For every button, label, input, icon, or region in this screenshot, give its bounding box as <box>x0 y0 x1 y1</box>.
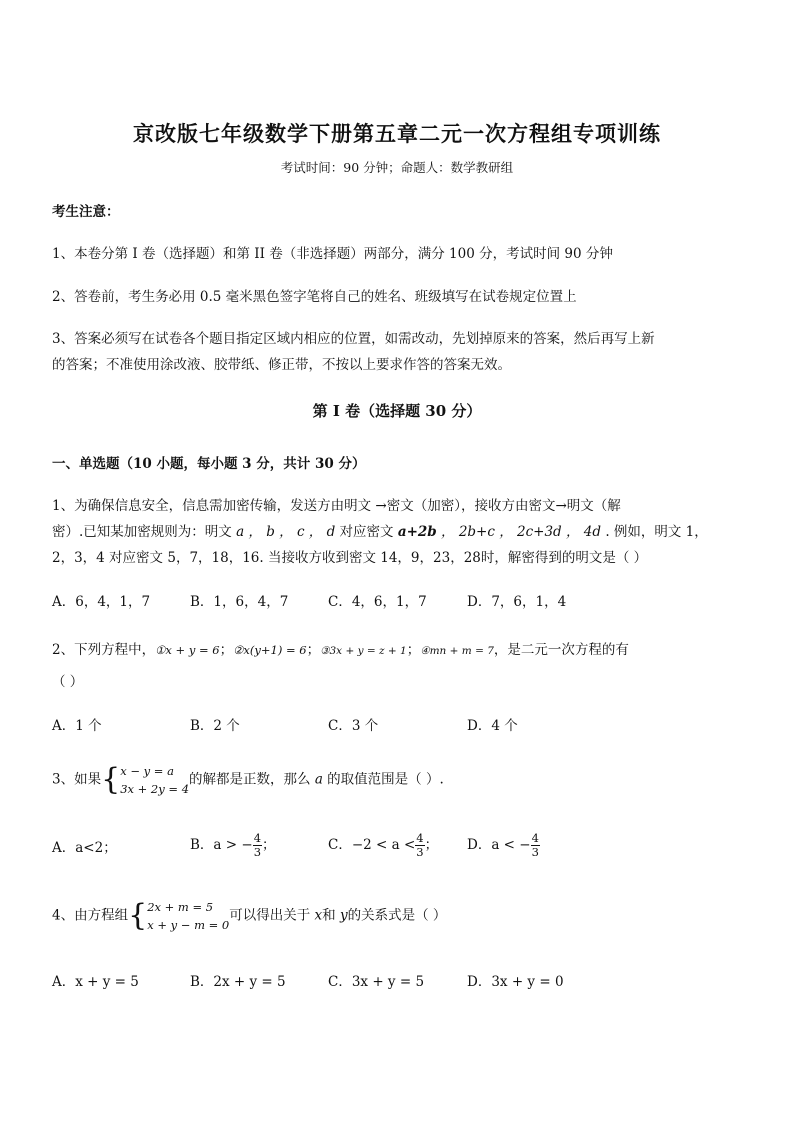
q4-mid: 和 <box>322 907 336 924</box>
q3-option-c <box>328 832 438 859</box>
q3-prefix: 3、如果 <box>52 771 102 788</box>
q3-option-c-pre: C．−2 < a < <box>328 837 416 853</box>
q1-vars: a ， b ， c ， d <box>236 524 336 540</box>
q3-option-c-frac <box>415 832 424 859</box>
q3-option-c-den: 3 <box>416 845 424 859</box>
q3-sys-eq-2: 3x + 2y = 4 <box>120 782 190 796</box>
q4-system <box>147 898 229 934</box>
q2-option-c: C．3 个 <box>328 718 379 734</box>
q4-var-x: x <box>314 907 323 924</box>
q4-option-d: D．3x + y = 0 <box>467 974 564 990</box>
q1-text-c: . 例如，明文 1， <box>605 524 708 540</box>
q3-system <box>120 762 189 798</box>
q3-option-c-num: 4 <box>416 831 424 845</box>
q4-suffix-b: 的关系式是（ ） <box>347 907 447 924</box>
q3-option-a: A．a<2； <box>52 840 117 856</box>
document-subtitle: 考试时间：90 分钟；命题人：数学教研组 <box>280 160 514 175</box>
q3-option-d-pre: D．a < − <box>467 837 531 853</box>
q3-option-b-pre: B．a > − <box>190 837 253 853</box>
q3-suffix-b: 的取值范围是（ ）. <box>327 771 444 788</box>
q4-option-b: B．2x + y = 5 <box>190 974 286 990</box>
q3-option-d-den: 3 <box>531 845 539 859</box>
q1-option-a: A．6，4，1，7 <box>52 594 151 610</box>
notice-item-3: 3、答案必须写在试卷各个题目指定区域内相应的位置，如需改动，先划掉原来的答案，然后再写上新 <box>52 331 655 347</box>
q3-option-b-post: ； <box>262 837 276 853</box>
q4-option-a: A．x + y = 5 <box>52 974 139 990</box>
q3-option-d <box>467 832 540 859</box>
notice-item-3-cont: 的答案；不准使用涂改液、胶带纸、修正带，不按以上要求作答的答案无效。 <box>52 357 511 373</box>
q4-line <box>52 898 446 934</box>
q3-var: a <box>314 771 323 788</box>
notice-heading: 考生注意： <box>52 204 120 220</box>
notice-item-1: 1、本卷分第 I 卷（选择题）和第 II 卷（非选择题）两部分，满分 100 分，考试时间 90 分钟 <box>52 246 613 262</box>
q3-suffix-a: 的解都是正数，那么 <box>189 771 311 788</box>
q1-option-b: B．1，6，4，7 <box>190 594 289 610</box>
q4-sys-eq-1: 2x + m = 5 <box>147 900 214 914</box>
q3-option-b-den: 3 <box>253 845 262 859</box>
q2-option-b: B．2 个 <box>190 718 240 734</box>
section-title: 第 I 卷（选择题 30 分） <box>312 402 482 420</box>
q2-option-a: A．1 个 <box>52 718 102 734</box>
q1-cipher-1: a+2b <box>397 524 437 540</box>
q1-line-1: 1、为确保信息安全，信息需加密传输，发送方由明文 →密文（加密），接收方由密文→明文（解 <box>52 498 621 514</box>
q3-sys-eq-1: x − y = a <box>120 764 174 778</box>
q4-option-c: C．3x + y = 5 <box>328 974 425 990</box>
q1-cipher-rest: ， 2b+c ， 2c+3d ， 4d <box>441 524 602 540</box>
q2-option-d: D．4 个 <box>467 718 518 734</box>
q1-text-a: 密）.已知某加密规则为：明文 <box>52 524 232 540</box>
q3-brace: { <box>101 762 121 797</box>
part-heading: 一、单选题（10 小题，每小题 3 分，共计 30 分） <box>52 456 366 472</box>
q3-option-d-frac <box>531 832 540 859</box>
q1-option-d: D．7，6，1，4 <box>467 594 567 610</box>
q2-line-1: 2、下列方程中，①x + y = 6；②x(y+1) = 6；③3x + y = z + 1；④mn + m = 7，是二元一次方程的有 <box>52 642 629 658</box>
q1-option-c: C．4，6，1，7 <box>328 594 427 610</box>
q4-prefix: 4、由方程组 <box>52 907 129 924</box>
q4-suffix-a: 可以得出关于 <box>229 907 311 924</box>
q2-eq-4: ④mn + m = 7 <box>420 645 494 657</box>
q2-eq-2: ②x(y+1) = 6 <box>233 643 307 657</box>
q3-option-c-post: ； <box>424 837 439 853</box>
q2-suffix: ，是二元一次方程的有 <box>493 642 629 658</box>
q2-eq-3: ③3x + y = z + 1 <box>320 645 407 657</box>
q1-line-2 <box>52 520 708 540</box>
q3-option-d-num: 4 <box>531 831 539 845</box>
q4-var-y: y <box>339 907 348 924</box>
q1-text-b: 对应密文 <box>339 524 394 540</box>
document-title: 京改版七年级数学下册第五章二元一次方程组专项训练 <box>133 121 661 146</box>
q3-line <box>52 762 444 798</box>
q4-brace: { <box>128 898 148 933</box>
notice-item-2: 2、答卷前，考生务必用 0.5 毫米黑色签字笔将自己的姓名、班级填写在试卷规定位置上 <box>52 289 577 305</box>
q3-option-b <box>190 832 276 859</box>
q3-option-b-frac <box>253 832 262 859</box>
q3-option-b-num: 4 <box>253 831 262 845</box>
q2-eq-1: ①x + y = 6 <box>155 643 220 657</box>
q2-prefix: 2、下列方程中， <box>52 642 156 658</box>
q2-paren: （ ） <box>52 674 84 690</box>
q4-sys-eq-2: x + y − m = 0 <box>147 918 230 932</box>
q1-line-3: 2，3，4 对应密文 5，7，18，16. 当接收方收到密文 14，9，23，28时，解密得到的明文是（ ） <box>52 550 648 566</box>
